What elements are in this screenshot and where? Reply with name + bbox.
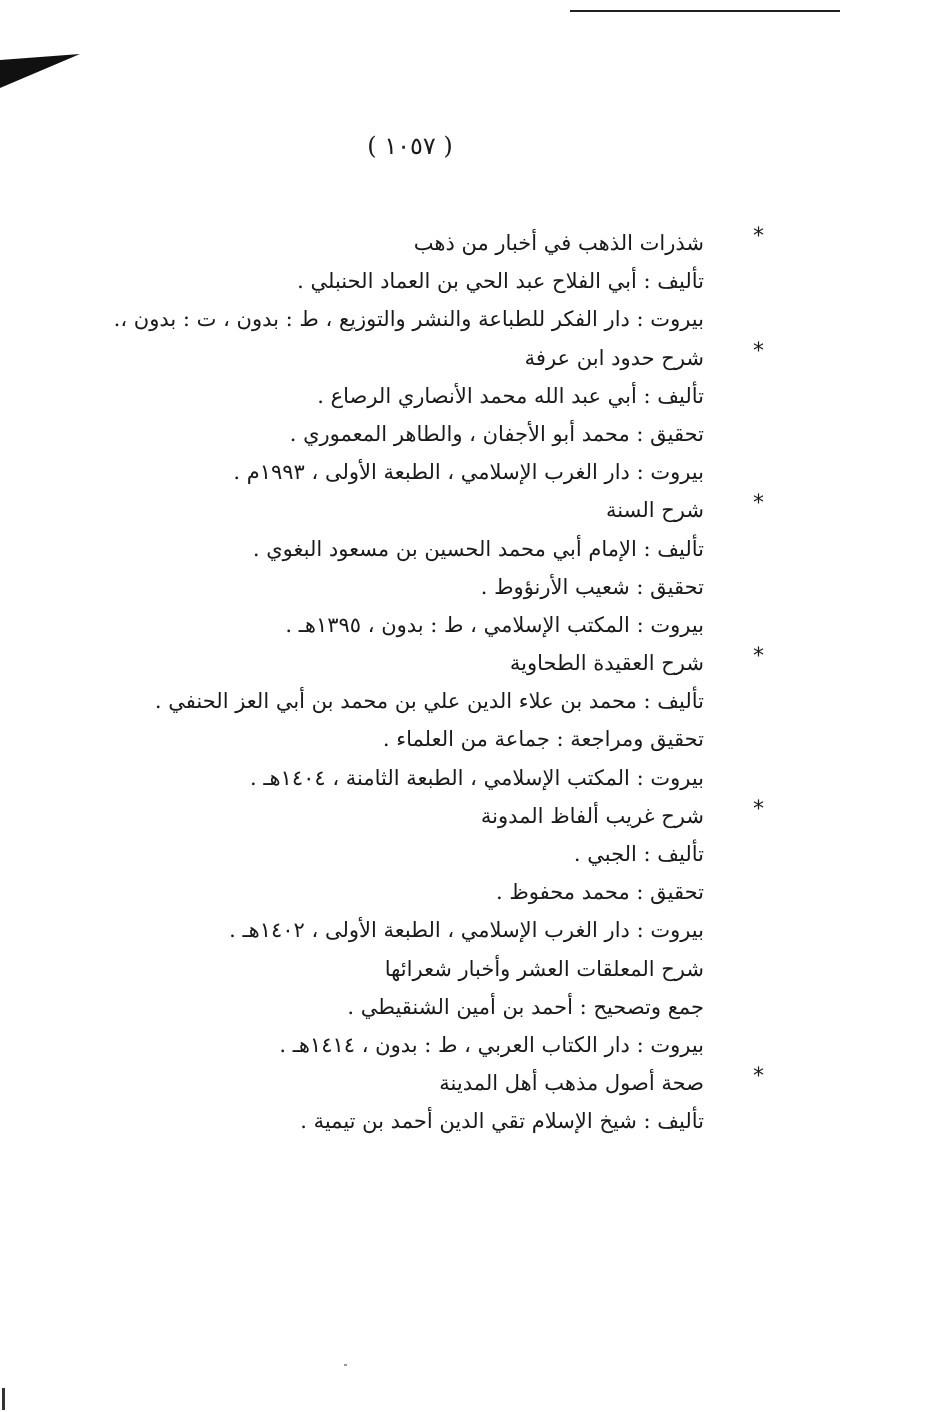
scan-edge-mark	[2, 1388, 5, 1410]
entry-title-text: شذرات الذهب في أخبار من ذهب	[413, 231, 704, 255]
entry-title-text: شرح حدود ابن عرفة	[524, 345, 704, 370]
asterisk-marker-icon: *	[753, 644, 764, 670]
bibliography-entry	[24, 224, 764, 339]
bibliography-entry	[24, 1064, 764, 1140]
bibliography-entry	[24, 644, 764, 797]
top-rule	[570, 10, 840, 12]
asterisk-marker-icon: *	[753, 224, 764, 249]
entry-title	[24, 491, 764, 529]
entry-detail-line: تأليف : شيخ الإسلام تقي الدين أحمد بن تيمية .	[300, 1109, 704, 1134]
entry-detail-line: جمع وتصحيح : أحمد بن أمين الشنقيطي .	[347, 994, 704, 1019]
entry-detail-line: بيروت : المكتب الإسلامي ، الطبعة الثامنة ، ١٤٠٤هـ .	[249, 765, 704, 790]
bibliography-entry	[24, 950, 704, 1065]
entry-title	[24, 644, 764, 682]
entry-title-text: صحة أصول مذهب أهل المدينة	[439, 1071, 704, 1096]
asterisk-marker-icon: *	[753, 796, 764, 822]
entry-title-text: شرح غريب ألفاظ المدونة	[480, 803, 704, 828]
entry-detail-line: تأليف : الجبي .	[573, 842, 704, 866]
entry-title	[24, 950, 704, 988]
bibliography-entry	[24, 491, 764, 644]
entry-detail-line: بيروت : دار الغرب الإسلامي ، الطبعة الأولى ، ١٩٩٣م .	[233, 460, 704, 485]
bibliography-list	[24, 224, 764, 1141]
entry-title	[24, 796, 764, 835]
entry-detail-line: تأليف : محمد بن علاء الدين علي بن محمد بن أبي العز الحنفي .	[154, 689, 704, 714]
entry-title-text: شرح المعلقات العشر وأخبار شعرائها	[384, 956, 704, 981]
entry-detail-line: بيروت : دار الفكر للطباعة والنشر والتوزيع ، ط : بدون ، ت : بدون ،.	[113, 307, 704, 332]
bibliography-entry	[24, 338, 764, 492]
page-number: ( ١٠٥٧ )	[367, 132, 453, 160]
entry-title	[24, 224, 764, 262]
entry-title	[24, 338, 764, 377]
entry-detail-line: تحقيق : محمد أبو الأجفان ، والطاهر المعموري .	[289, 421, 704, 446]
asterisk-marker-icon: *	[753, 491, 764, 517]
entry-detail-line: بيروت : المكتب الإسلامي ، ط : بدون ، ١٣٩٥هـ .	[285, 612, 704, 637]
entry-detail-line: تحقيق ومراجعة : جماعة من العلماء .	[382, 727, 704, 752]
entry-title-text: شرح السنة	[606, 498, 704, 523]
entry-title-text: شرح العقيدة الطحاوية	[509, 651, 704, 676]
corner-fold-mark	[0, 52, 82, 92]
entry-detail-line: بيروت : دار الغرب الإسلامي ، الطبعة الأولى ، ١٤٠٢هـ .	[229, 918, 704, 943]
entry-detail-line: بيروت : دار الكتاب العربي ، ط : بدون ، ١٤١٤هـ .	[279, 1032, 704, 1057]
entry-detail-line: تأليف : الإمام أبي محمد الحسين بن مسعود البغوي .	[252, 536, 704, 561]
entry-title	[24, 1064, 764, 1102]
entry-detail-line: تأليف : أبي الفلاح عبد الحي بن العماد الحنبلي .	[297, 269, 704, 294]
asterisk-marker-icon: *	[753, 1064, 764, 1090]
bibliography-entry	[24, 796, 764, 950]
entry-detail-line: تأليف : أبي عبد الله محمد الأنصاري الرصاع .	[317, 383, 704, 408]
asterisk-marker-icon: *	[753, 338, 764, 364]
entry-detail-line: تحقيق : شعيب الأرنؤوط .	[480, 574, 704, 599]
entry-detail-line: تحقيق : محمد محفوظ .	[496, 880, 704, 905]
scan-speck	[344, 1364, 347, 1366]
